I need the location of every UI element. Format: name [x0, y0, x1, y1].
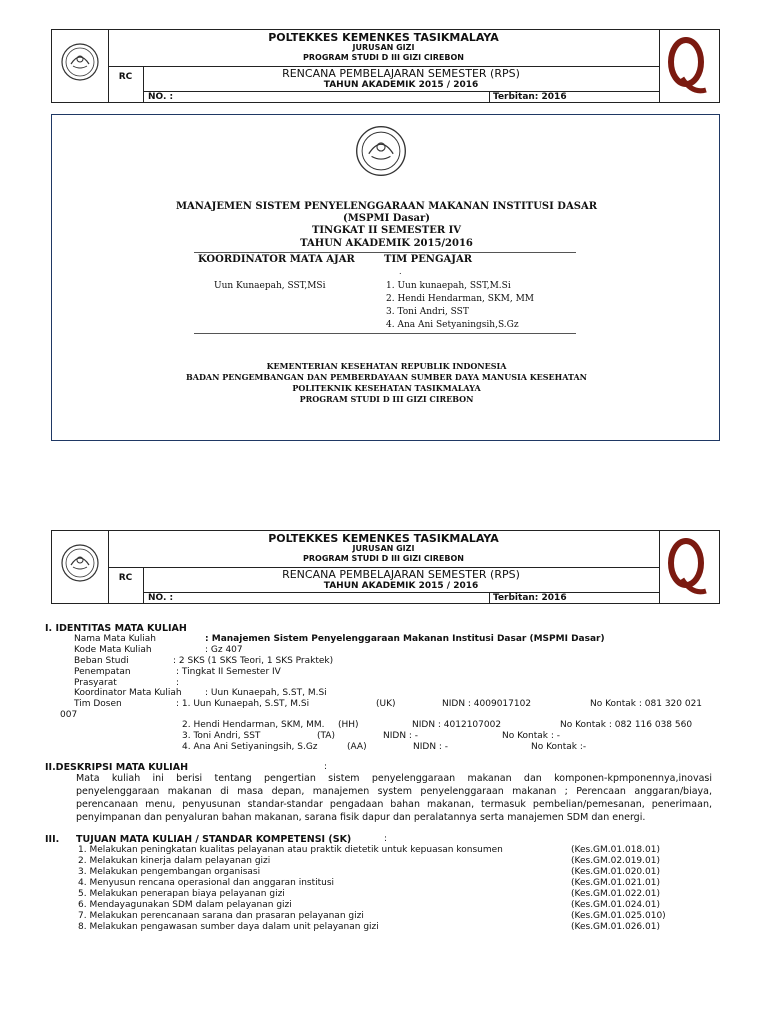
lecturer-contact: No Kontak : -: [502, 731, 561, 741]
lecturer-contact: No Kontak :-: [531, 742, 587, 752]
competency-code: (Kes.GM.02.019.01): [571, 856, 660, 866]
publication-label: Terbitan: 2016: [493, 593, 567, 603]
cover-title: MANAJEMEN SISTEM PENYELENGGARAAN MAKANAN INSTITUSI DASAR: [175, 201, 598, 212]
lecturer-name: 4. Ana Ani Setiyaningsih, S.Gz: [182, 742, 318, 752]
agency-name: BADAN PENGEMBANGAN DAN PEMBERDAYAAN SUMBER DAYA MANUSIA KESEHATAN: [185, 372, 587, 382]
team-member: 2. Hendi Hendarman, SKM, MM: [386, 294, 534, 304]
lecturer-code: (HH): [338, 720, 359, 730]
competency-code: (Kes.GM.01.020.01): [571, 867, 660, 877]
document-header-2: [51, 530, 720, 604]
field-label: Prasyarat: [74, 678, 117, 688]
lecturer-contact: No Kontak : 082 116 038 560: [560, 720, 693, 730]
polytechnic-name: POLITEKNIK KESEHATAN TASIKMALAYA: [292, 383, 481, 393]
description-line: penyimpanan dan penyaluran bahan makanan, sarana fisik dapur dan peralatannya serta manajemen SDM dan energi.: [76, 812, 646, 823]
team-member: 3. Toni Andri, SST: [386, 307, 469, 317]
academic-year: TAHUN AKADEMIK 2015 / 2016: [323, 80, 479, 90]
field-label: Tim Dosen: [74, 699, 122, 709]
competency-item: 1. Melakukan peningkatan kualitas pelayanan atau praktik dietetik untuk kepuasan konsumen: [78, 845, 503, 855]
lecturer-name: 2. Hendi Hendarman, SKM, MM.: [182, 720, 325, 730]
lecturer-contact-cont: 007: [60, 710, 78, 720]
document-number-label: NO. :: [148, 92, 174, 102]
ministry-name: KEMENTERIAN KESEHATAN REPUBLIK INDONESIA: [266, 361, 507, 371]
quality-logo-icon: [664, 34, 708, 98]
coordinator-name: Uun Kunaepah, SST,MSi: [214, 281, 326, 291]
competency-code: (Kes.GM.01.024.01): [571, 900, 660, 910]
competency-code: (Kes.GM.01.026.01): [571, 922, 660, 932]
rc-label: RC: [118, 72, 133, 82]
cover-year: TAHUN AKADEMIK 2015/2016: [300, 238, 473, 249]
program-name: PROGRAM STUDI D III GIZI CIREBON: [303, 53, 464, 62]
competency-item: 6. Mendayagunakan SDM dalam pelayanan gizi: [78, 900, 292, 910]
field-label: Kode Mata Kuliah: [74, 645, 152, 655]
competency-item: 7. Melakukan perencanaan sarana dan prasaran pelayanan gizi: [78, 911, 364, 921]
lecturer-nidn: NIDN : 4012107002: [412, 720, 502, 730]
field-label: Nama Mata Kuliah: [74, 634, 156, 644]
competency-item: 3. Melakukan pengembangan organisasi: [78, 867, 261, 877]
lecturer-nidn: NIDN : 4009017102: [442, 699, 532, 709]
team-heading: TIM PENGAJAR: [384, 254, 473, 265]
academic-year: TAHUN AKADEMIK 2015 / 2016: [323, 581, 479, 591]
team-member: 4. Ana Ani Setyaningsih,S.Gz: [386, 320, 519, 330]
competency-code: (Kes.GM.01.022.01): [571, 889, 660, 899]
competency-code: (Kes.GM.01.025.010): [571, 911, 666, 921]
field-label: Beban Studi: [74, 656, 129, 666]
lecturer-code: (AA): [347, 742, 367, 752]
lecturer-name: : 1. Uun Kunaepah, S.ST, M.Si: [176, 699, 310, 709]
section-tujuan-number: III.: [45, 834, 60, 845]
field-label: Koordinator Mata Kuliah: [74, 688, 182, 698]
institution-name: POLTEKKES KEMENKES TASIKMALAYA: [268, 532, 499, 545]
lecturer-nidn: NIDN : -: [413, 742, 449, 752]
document-number-label: NO. :: [148, 593, 174, 603]
placement-value: : Tingkat II Semester IV: [176, 667, 281, 677]
rc-label: RC: [118, 573, 133, 583]
program-name: PROGRAM STUDI D III GIZI CIREBON: [303, 554, 464, 563]
seal-logo-icon: [60, 543, 100, 583]
department-name: JURUSAN GIZI: [352, 43, 415, 52]
department-name: JURUSAN GIZI: [352, 544, 415, 553]
lecturer-nidn: NIDN : -: [383, 731, 419, 741]
lecturer-code: (UK): [376, 699, 396, 709]
competency-item: 8. Melakukan pengawasan sumber daya dalam unit pelayanan gizi: [78, 922, 379, 932]
cover-subtitle: (MSPMI Dasar): [342, 213, 431, 224]
seal-logo-icon: [60, 42, 100, 82]
prerequisite-value: :: [176, 678, 180, 688]
quality-logo-icon: [664, 535, 708, 599]
lecturer-contact: No Kontak : 081 320 021: [590, 699, 703, 709]
seal-logo-icon: [354, 124, 408, 178]
competency-item: 4. Menyusun rencana operasional dan anggaran institusi: [78, 878, 335, 888]
study-program-name: PROGRAM STUDI D III GIZI CIREBON: [299, 394, 474, 404]
document-header-1: [51, 29, 720, 103]
course-name-value: : Manajemen Sistem Penyelenggaraan Makanan Institusi Dasar (MSPMI Dasar): [205, 634, 605, 644]
institution-name: POLTEKKES KEMENKES TASIKMALAYA: [268, 31, 499, 44]
description-line: perencanaan menu, penyusunan standar-standar pengadaan bahan makanan, termasuk pembelian/pemesanan, penerimaan,: [76, 799, 712, 810]
competency-code: (Kes.GM.01.021.01): [571, 878, 660, 888]
coordinator-heading: KOORDINATOR MATA AJAR: [198, 254, 355, 265]
competency-item: 5. Melakukan penerapan biaya pelayanan gizi: [78, 889, 285, 899]
lecturer-code: (TA): [317, 731, 335, 741]
competency-code: (Kes.GM.01.018.01): [571, 845, 660, 855]
team-member: 1. Uun kunaepah, SST,M.Si: [386, 281, 511, 291]
section-tujuan-heading: TUJUAN MATA KULIAH / STANDAR KOMPETENSI (SK): [76, 834, 352, 845]
description-line: Mata kuliah ini berisi tentang pengertian sistem penyelenggaraan makanan dan komponen-kpmponennya,inovasi: [76, 773, 712, 784]
competency-item: 2. Melakukan kinerja dalam pelayanan gizi: [78, 856, 271, 866]
cover-page: MANAJEMEN SISTEM PENYELENGGARAAN MAKANAN INSTITUSI DASAR (MSPMI Dasar) TINGKAT II SEMESTER IV TAHUN AKADEMIK 2015/2016 KOORDINATOR MATA AJAR TIM PENGAJAR . Uun Kunaepah, SST,MSi 1. Uun kunaepah, SST,M.Si 2. Hendi Hendarman, SKM, MM 3. Toni Andri, SST 4. Ana Ani Setyaningsih,S.Gz KEMENTERIAN KESEHATAN REPUBLIK INDONESIA BADAN PENGEMBANGAN DAN PEMBERDAYAAN SUMBER DAYA MANUSIA KESEHATAN POLITEKNIK KESEHATAN TASIKMALAYA PROGRAM STUDI D III GIZI CIREBON: [51, 114, 720, 441]
coordinator-value: : Uun Kunaepah, S.ST, M.Si: [205, 688, 327, 698]
description-line: penyelenggaraan makanan di masa depan, manajemen system penyelenggaraan makanan ; Perencaan anggaran/biaya,: [76, 786, 712, 797]
field-label: Penempatan: [74, 667, 131, 677]
course-code-value: : Gz 407: [205, 645, 243, 655]
lecturer-name: 3. Toni Andri, SST: [182, 731, 261, 741]
publication-label: Terbitan: 2016: [493, 92, 567, 102]
section-deskripsi-heading: II.DESKRIPSI MATA KULIAH: [45, 762, 189, 773]
document-title: RENCANA PEMBELAJARAN SEMESTER (RPS): [282, 568, 520, 581]
cover-level: TINGKAT II SEMESTER IV: [311, 225, 462, 236]
credits-value: : 2 SKS (1 SKS Teori, 1 SKS Praktek): [173, 656, 334, 666]
document-title: RENCANA PEMBELAJARAN SEMESTER (RPS): [282, 67, 520, 80]
section-identitas-heading: I. IDENTITAS MATA KULIAH: [45, 623, 187, 634]
